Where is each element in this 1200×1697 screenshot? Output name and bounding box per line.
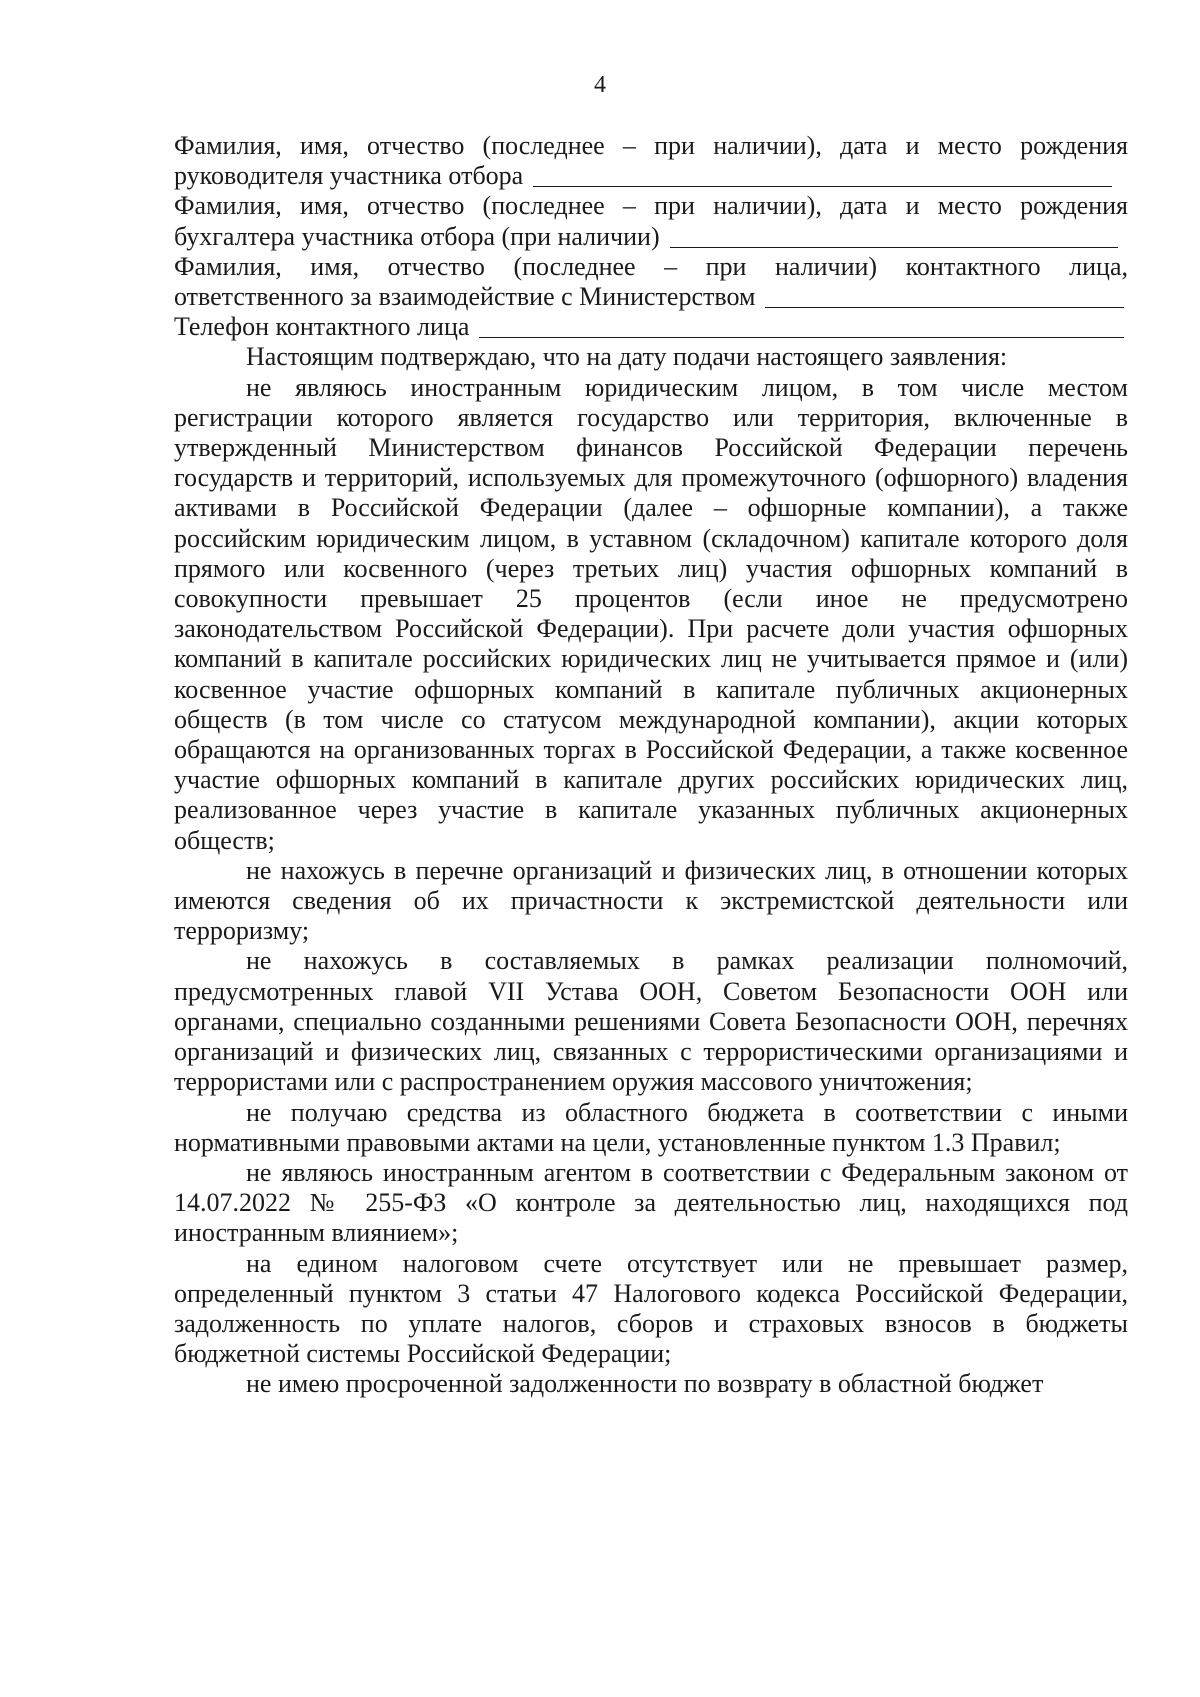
field-label-head-cont: руководителя участника отбора: [174, 161, 524, 191]
field-label-accountant: Фамилия, имя, отчество (последнее – при наличии), дата и место рождения: [174, 191, 1128, 221]
paragraph-offshore: не являюсь иностранным юридическим лицом, в том числе местом регистрации которого является государство или территория, включенные в утвержденный Министерством финансов Российской Федерации перечень государств и территорий, используемых для промежуточного (офшорного) владения активами в Российской Федерации (далее – офшорные компании), а также российским юридическим лицом, в уставном (складочном) капитале которого доля прямого или косвенного (через третьих лиц) участия офшорных компаний в совокупности превышает 25 процентов (если иное не предусмотрено законодательством Российской Федерации). При расчете доли участия офшорных компаний в капитале российских юридических лиц не учитывается прямое и (или) косвенное участие офшорных компаний в капитале публичных акционерных обществ (в том числе со статусом международной компании), акции которых обращаются на организованных торгах в Российской Федерации, а также косвенное участие офшорных компаний в капитале других российских юридических лиц, реализованное через участие в капитале указанных публичных акционерных обществ;: [174, 372, 1128, 855]
field-label-contact-cont: ответственного за взаимодействие с Министерством: [174, 282, 756, 312]
field-label-contact: Фамилия, имя, отчество (последнее – при наличии) контактного лица,: [174, 251, 1128, 281]
paragraph-extremism: не нахожусь в перечне организаций и физических лиц, в отношении которых имеются сведения об их причастности к экстремистской деятельности или терроризму;: [174, 855, 1128, 946]
field-accountant: [174, 222, 1128, 252]
field-label-phone: Телефон контактного лица: [174, 312, 470, 342]
page-number: 4: [594, 72, 606, 98]
paragraph-tax-debt: на едином налоговом счете отсутствует или не превышает размер, определенный пунктом 3 статьи 47 Налогового кодекса Российской Федерации, задолженность по уплате налогов, сборов и страховых взносов в бюджеты бюджетной системы Российской Федерации;: [174, 1248, 1128, 1369]
contact-input-line[interactable]: [765, 283, 1124, 308]
paragraph-foreign-agent: не являюсь иностранным агентом в соответствии с Федеральным законом от 14.07.2022 № 255-ФЗ «О контроле за деятельностью лиц, находящихся под иностранным влиянием»;: [174, 1157, 1128, 1248]
paragraph-un-sanctions: не нахожусь в составляемых в рамках реализации полномочий, предусмотренных главой VII Устава ООН, Советом Безопасности ООН или органами, специально созданными решениями Совета Безопасности ООН, перечнях организаций и физических лиц, связанных с террористическими организациями и террористами или с распространением оружия массового уничтожения;: [174, 946, 1128, 1097]
field-label-accountant-cont: бухгалтера участника отбора (при наличии): [174, 221, 660, 251]
page-body: [174, 131, 1128, 1400]
field-contact: [174, 282, 1128, 312]
intro-statement: Настоящим подтверждаю, что на дату подачи настоящего заявления:: [246, 342, 1008, 372]
paragraph-overdue-debt: не имею просроченной задолженности по возврату в областной бюджет: [246, 1369, 1044, 1399]
accountant-input-line[interactable]: [670, 223, 1118, 248]
field-head: [174, 161, 1128, 191]
head-input-line[interactable]: [533, 162, 1112, 187]
phone-input-line[interactable]: [479, 313, 1124, 338]
field-label-head: Фамилия, имя, отчество (последнее – при наличии), дата и место рождения: [174, 131, 1128, 160]
paragraph-budget-funds: не получаю средства из областного бюджета в соответствии с иными нормативными правовыми актами на цели, установленные пунктом 1.3 Правил;: [174, 1097, 1128, 1157]
field-phone: [174, 312, 1128, 342]
